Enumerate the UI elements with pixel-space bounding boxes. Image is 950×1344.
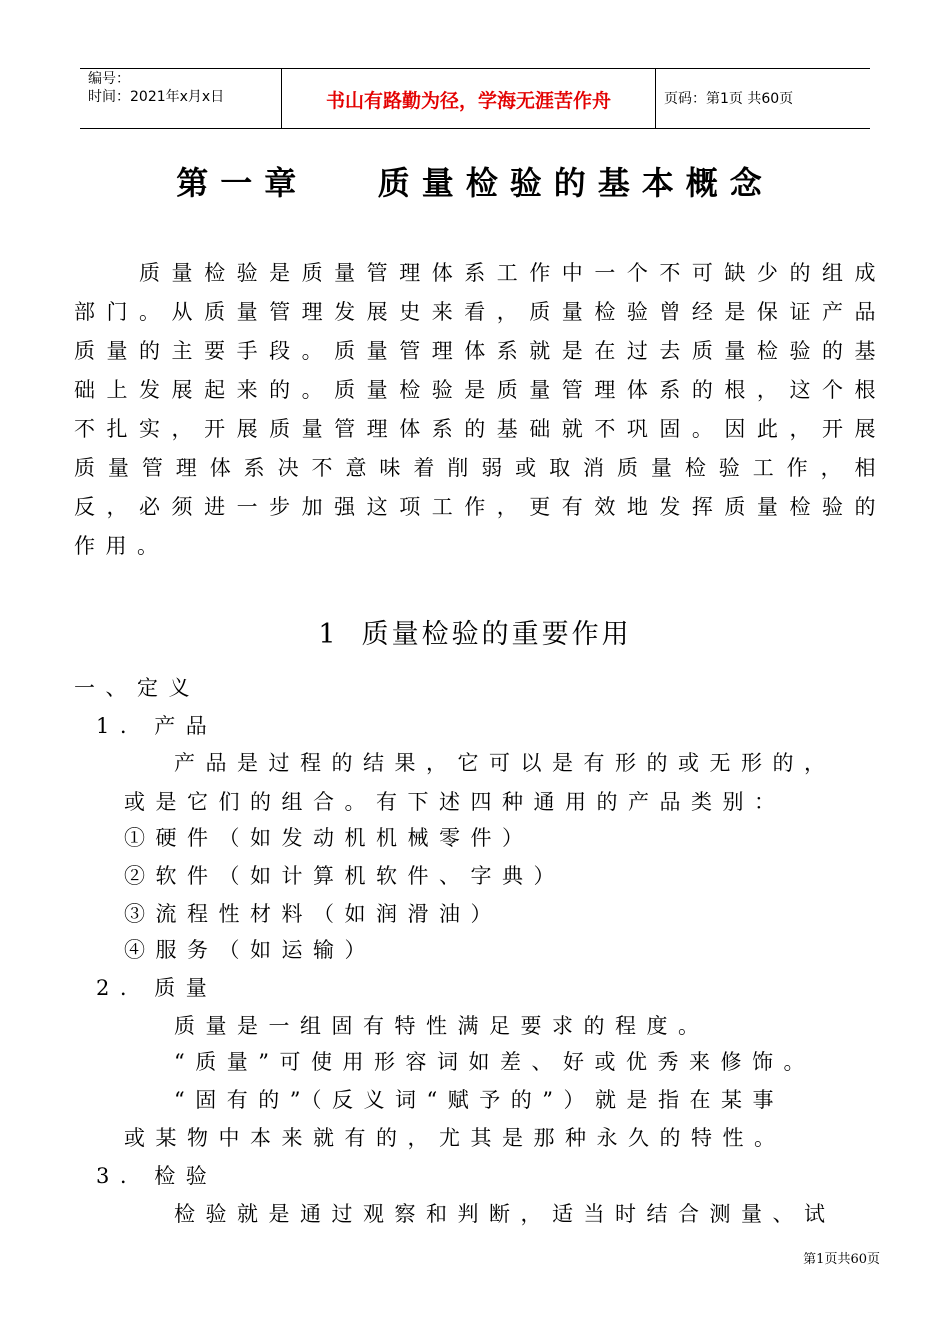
product-category-service: ④服务（如运输） <box>124 938 376 962</box>
chapter-title: 第一章 质量检验的基本概念 <box>176 164 774 202</box>
header-bottom-rule <box>80 128 870 129</box>
header-motto: 书山有路勤为径，学海无涯苦作舟 <box>325 90 611 112</box>
item-product-label: 1. 产品 <box>96 714 218 738</box>
product-category-software: ②软件（如计算机软件、字典） <box>124 864 565 888</box>
product-text-2: 或是它们的组合。有下述四种通用的产品类别： <box>124 790 786 814</box>
header-top-rule <box>80 68 870 69</box>
header-page-code: 页码：第1页 共60页 <box>664 91 794 107</box>
item-inspection-label: 3. 检验 <box>96 1164 218 1188</box>
section-title: 1 质量检验的重要作用 <box>318 619 632 650</box>
product-category-hardware: ①硬件（如发动机机械零件） <box>124 826 534 850</box>
quality-text-2: “质量”可使用形容词如差、好或优秀来修饰。 <box>174 1050 815 1074</box>
document-time: 时间：2021年x月x日 <box>88 89 225 105</box>
quality-text-4: 或某物中本来就有的，尤其是那种永久的特性。 <box>124 1126 786 1150</box>
page-footer: 第1页共60页 <box>803 1252 880 1267</box>
header-divider-right <box>655 68 656 128</box>
intro-paragraph: 质量检验是质量管理体系工作中一个不可缺少的组成部门。从质量管理发展史来看，质量检验曾经是保证产品质量的主要手段。质量管理体系就是在过去质量检验的基础上发展起来的。质量检验是质量管理体系的根，这个根不扎实，开展质量管理体系的基础就不巩固。因此，开展质量管理体系决不意味着削弱或取消质量检验工作，相反，必须进一步加强这项工作，更有效地发挥质量检验的作用。 <box>74 261 886 558</box>
product-category-material: ③流程性材料（如润滑油） <box>124 902 502 926</box>
document-number-label: 编号： <box>88 71 130 87</box>
subheading-definition: 一、定义 <box>74 676 200 700</box>
quality-text-1: 质量是一组固有特性满足要求的程度。 <box>174 1014 710 1038</box>
quality-text-3: “固有的”（反义词“赋予的”）就是指在某事 <box>174 1088 784 1112</box>
inspection-text-1: 检验就是通过观察和判断，适当时结合测量、试 <box>174 1202 836 1226</box>
header-left <box>88 70 224 106</box>
product-text-1: 产品是过程的结果，它可以是有形的或无形的， <box>174 751 836 775</box>
item-quality-label: 2. 质量 <box>96 976 218 1000</box>
